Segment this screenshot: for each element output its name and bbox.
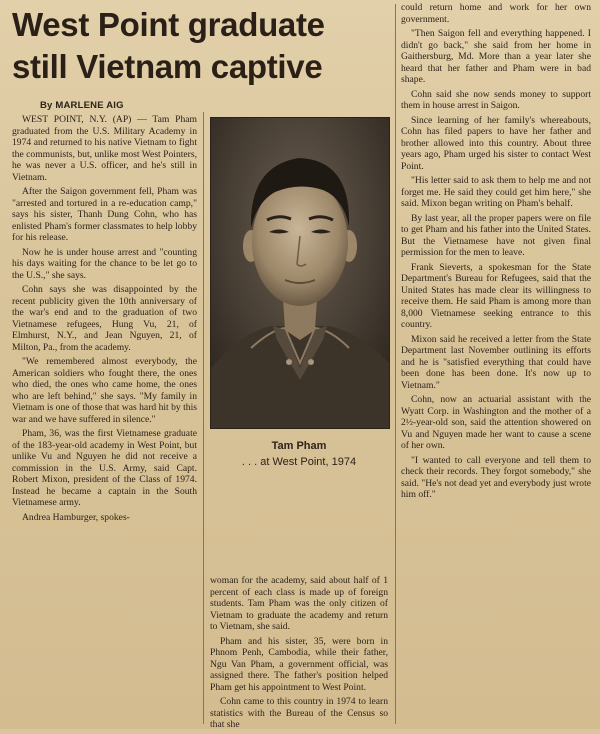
paragraph: Since learning of her family's whereabouts, Cohn has filed papers to have her father and brother allowed into this country. About three years ago, Pham urged his sister to contact West Point. [401,114,591,172]
paragraph: woman for the academy, said about half of 1 percent of each class is made up of foreign students. Tam Pham was the only citizen of Vietnam to graduate the academy and return to Vietnam, she said. [210,575,388,632]
paragraph: Pham and his sister, 35, were born in Phnom Penh, Cambodia, while their father, Ngu Van Pham, a government official, was assigned there. The father's position helped Pham get his appointment to West Point. [210,635,388,693]
headline-line-2: still Vietnam captive [12,48,323,85]
paragraph: could return home and work for her own government. [401,2,591,25]
paragraph: Andrea Hamburger, spokes- [22,511,130,523]
paragraph: Cohn, now an actuarial assistant with the Wyatt Corp. in Washington and the mother of a 2½-year-old son, said the attention showered on Vu and Nguyen made her want to cause a scene of her own. [401,394,591,451]
article-column-3 [401,2,591,504]
paragraph: By last year, all the proper papers were on file to get Pham and his father into the United States. But the Vietnamese have not given final permission for the men to leave. [401,212,591,258]
article-column-2 [210,575,388,734]
paragraph: "We remembered almost everybody, the American soldiers who fought there, the ones who died, the ones who came home, the ones who are left behind," she says. "My family in Vietnam is one of those that was hard hit by this war and we have suffered in silence." [12,356,197,425]
paragraph: Cohn came to this country in 1974 to learn statistics with the Bureau of the Census so that she [210,696,388,730]
paragraph: "I wanted to call everyone and tell them to check their records. They forgot somebody," she said. "He's not dead yet and everybody just wrote him off." [401,454,591,500]
paragraph: WEST POINT, N.Y. (AP) — Tam Pham graduated from the U.S. Military Academy in 1974 and returned to his native Vietnam to fight the communists, but, unlike most West Pointers, he was never a U.S. officer, and he's still in Vietnam. [12,114,197,183]
paragraph: Now he is under house arrest and "counting his days waiting for the chance to be let go to the U.S.," she says. [12,246,197,281]
paragraph: Cohn said she now sends money to support them in house arrest in Saigon. [401,88,591,111]
paragraph: Frank Sieverts, a spokesman for the State Department's Bureau for Refugees, said that the United States has made clear its willingness to receive them. He said Pham is among more than 8,000 Vietnamese seeking entrance to this country. [401,261,591,330]
paragraph: After the Saigon government fell, Pham was "arrested and tortured in a re-education camp," says his sister, Thanh Dung Cohn, who has enlisted Pham's former classmates to help lobby for his release. [12,186,197,243]
paragraph: Cohn says she was disappointed by the recent publicity given the 10th anniversary of the war's end and to the graduation of two Vietnamese refugees, Hung Vu, 21, of Elmhurst, N.Y., and Jean Nguyen, 21, of Milton, Pa., from the academy. [12,284,197,353]
byline: By MARLENE AIG [40,100,124,111]
headline [12,4,396,88]
photo-caption-name: Tam Pham [271,440,327,452]
paragraph: "His letter said to ask them to help me and not forget me. He said they could get him here," she said. Mixon began writing on Pham's behalf. [401,175,591,209]
article-column-1 [12,114,197,526]
column-rule [395,4,396,724]
photo-caption-subtitle: . . . at West Point, 1974 [241,456,357,468]
column-rule [203,112,204,724]
portrait-illustration [211,118,389,428]
headline-line-1: West Point graduate [12,6,325,43]
paragraph: Pham, 36, was the first Vietnamese graduate of the 183-year-old academy in West Point, but unlike Vu and Nguyen he did not receive a commission in the U.S. Army, said Capt. Robert Mixon, president of the Class of 1974. Instead he became a captain in the South Vietnamese army. [12,428,197,508]
paragraph: Mixon said he received a letter from the State Department last November outlining its efforts and he is "satisfied everything that could have been done has been done. It's now up to Vietnam." [401,333,591,391]
paragraph: "Then Saigon fell and everything happened. I didn't go back," she said from her home in Gaithersburg, Md. More than a year later she heard that her father and Pham were in bad shape. [401,28,591,85]
portrait-photo [210,117,390,429]
